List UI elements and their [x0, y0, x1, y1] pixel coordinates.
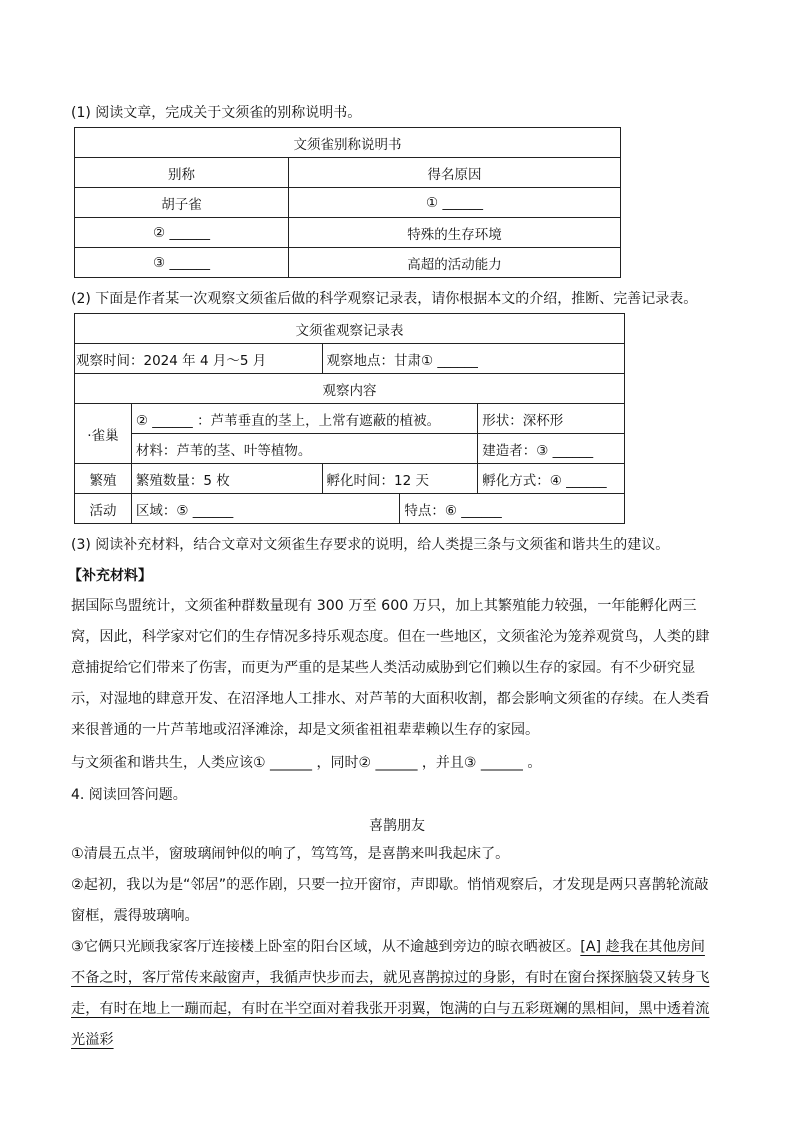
nest-location[interactable]: ② ______ ：芦苇垂直的茎上，上常有遮蔽的植被。 — [131, 404, 477, 434]
q4-prompt: 4. 阅读回答问题。 — [71, 787, 187, 803]
paragraph-3-plain: ③它俩只光顾我家客厅连接楼上卧室的阳台区域，从不逾越到旁边的晾衣晒被区。 — [71, 939, 581, 955]
supplement-title: 【补充材料】 — [68, 568, 152, 584]
passage-paragraph-3 — [71, 932, 717, 1056]
answer-blank[interactable]: ① ______ — [289, 188, 621, 218]
alias-cell: 胡子雀 — [75, 188, 289, 218]
alias-table — [74, 127, 621, 278]
observation-table-title: 文须雀观察记录表 — [75, 314, 625, 344]
passage-body — [71, 839, 717, 1056]
supplement-text — [71, 591, 717, 746]
activity-label: 活动 — [75, 494, 132, 524]
q2-prompt: (2) 下面是作者某一次观察文须雀后做的科学观察记录表，请你根据本文的介绍，推断、完善记录表。 — [71, 291, 698, 307]
table-row — [75, 188, 621, 218]
nest-shape: 形状：深杯形 — [478, 404, 625, 434]
breed-time: 孵化时间：12 天 — [322, 464, 478, 494]
breed-label: 繁殖 — [75, 464, 132, 494]
q3-answer-line[interactable]: 与文须雀和谐共生，人类应该① ______ ，同时② ______ ，并且③ ______ 。 — [71, 755, 542, 771]
alias-header-name: 别称 — [75, 158, 289, 188]
reason-cell: 特殊的生存环境 — [289, 218, 621, 248]
answer-blank[interactable]: ② ______ — [75, 218, 289, 248]
alias-header-reason: 得名原因 — [289, 158, 621, 188]
q3-prompt: (3) 阅读补充材料，结合文章对文须雀生存要求的说明，给人类提三条与文须雀和谐共生的建议。 — [71, 537, 670, 553]
alias-table-title: 文须雀别称说明书 — [75, 128, 621, 158]
answer-blank[interactable]: ③ ______ — [75, 248, 289, 278]
table-row — [75, 218, 621, 248]
breed-count: 繁殖数量：5 枚 — [131, 464, 322, 494]
observation-place[interactable]: 观察地点：甘肃① ______ — [322, 344, 624, 374]
activity-feature[interactable]: 特点：⑥ ______ — [400, 494, 625, 524]
paragraph-3-marked-a: [A] 趁我在其他房间不备之时，客厅常传来敲窗声，我循声快步而去，就见喜鹊掠过的身影，有时在窗台探探脑袋又转身飞走，有时在地上一蹦而起，有时在半空面对着我张开羽翼，饱满的白与五彩斑斓的黑相间，黑中透着流光溢彩 — [71, 939, 710, 1048]
passage-paragraph-1: ①清晨五点半，窗玻璃闹钟似的响了，笃笃笃，是喜鹊来叫我起床了。 — [71, 846, 510, 862]
reason-cell: 高超的活动能力 — [289, 248, 621, 278]
nest-material: 材料：芦苇的茎、叶等植物。 — [131, 434, 477, 464]
activity-area[interactable]: 区域：⑤ ______ — [131, 494, 399, 524]
nest-label — [75, 404, 132, 464]
bullet-mark: · — [87, 427, 92, 444]
supplement-paragraph: 据国际鸟盟统计，文须雀种群数量现有 300 万至 600 万只，加上其繁殖能力较强，一年能孵化两三窝，因此，科学家对它们的生存情况多持乐观态度。但在一些地区，文须雀沦为笼养观赏鸟，人类的肆意捕捉给它们带来了伤害，而更为严重的是某些人类活动威胁到它们赖以生存的家园。有不少研究显示，对湿地的肆意开发、在沼泽地人工排水、对芦苇的大面积收割，都会影响文须雀的存续。在人类看来很普通的一片芦苇地或沼泽滩涂，却是文须雀祖祖辈辈赖以生存的家园。 — [71, 598, 710, 738]
observation-table — [74, 313, 625, 524]
passage-title: 喜鹊朋友 — [369, 818, 425, 834]
q1-prompt: (1) 阅读文章，完成关于文须雀的别称说明书。 — [71, 105, 362, 121]
observation-content-title: 观察内容 — [75, 374, 625, 404]
passage-paragraph-2: ②起初，我以为是“邻居”的恶作剧，只要一拉开窗帘，声即歇。悄悄观察后，才发现是两只喜鹊轮流敲窗框，震得玻璃响。 — [71, 877, 709, 924]
nest-builder[interactable]: 建造者：③ ______ — [478, 434, 625, 464]
breed-way[interactable]: 孵化方式：④ ______ — [478, 464, 625, 494]
table-row — [75, 248, 621, 278]
nest-label-text: 雀巢 — [91, 427, 119, 444]
observation-time: 观察时间：2024 年 4 月～5 月 — [75, 344, 323, 374]
